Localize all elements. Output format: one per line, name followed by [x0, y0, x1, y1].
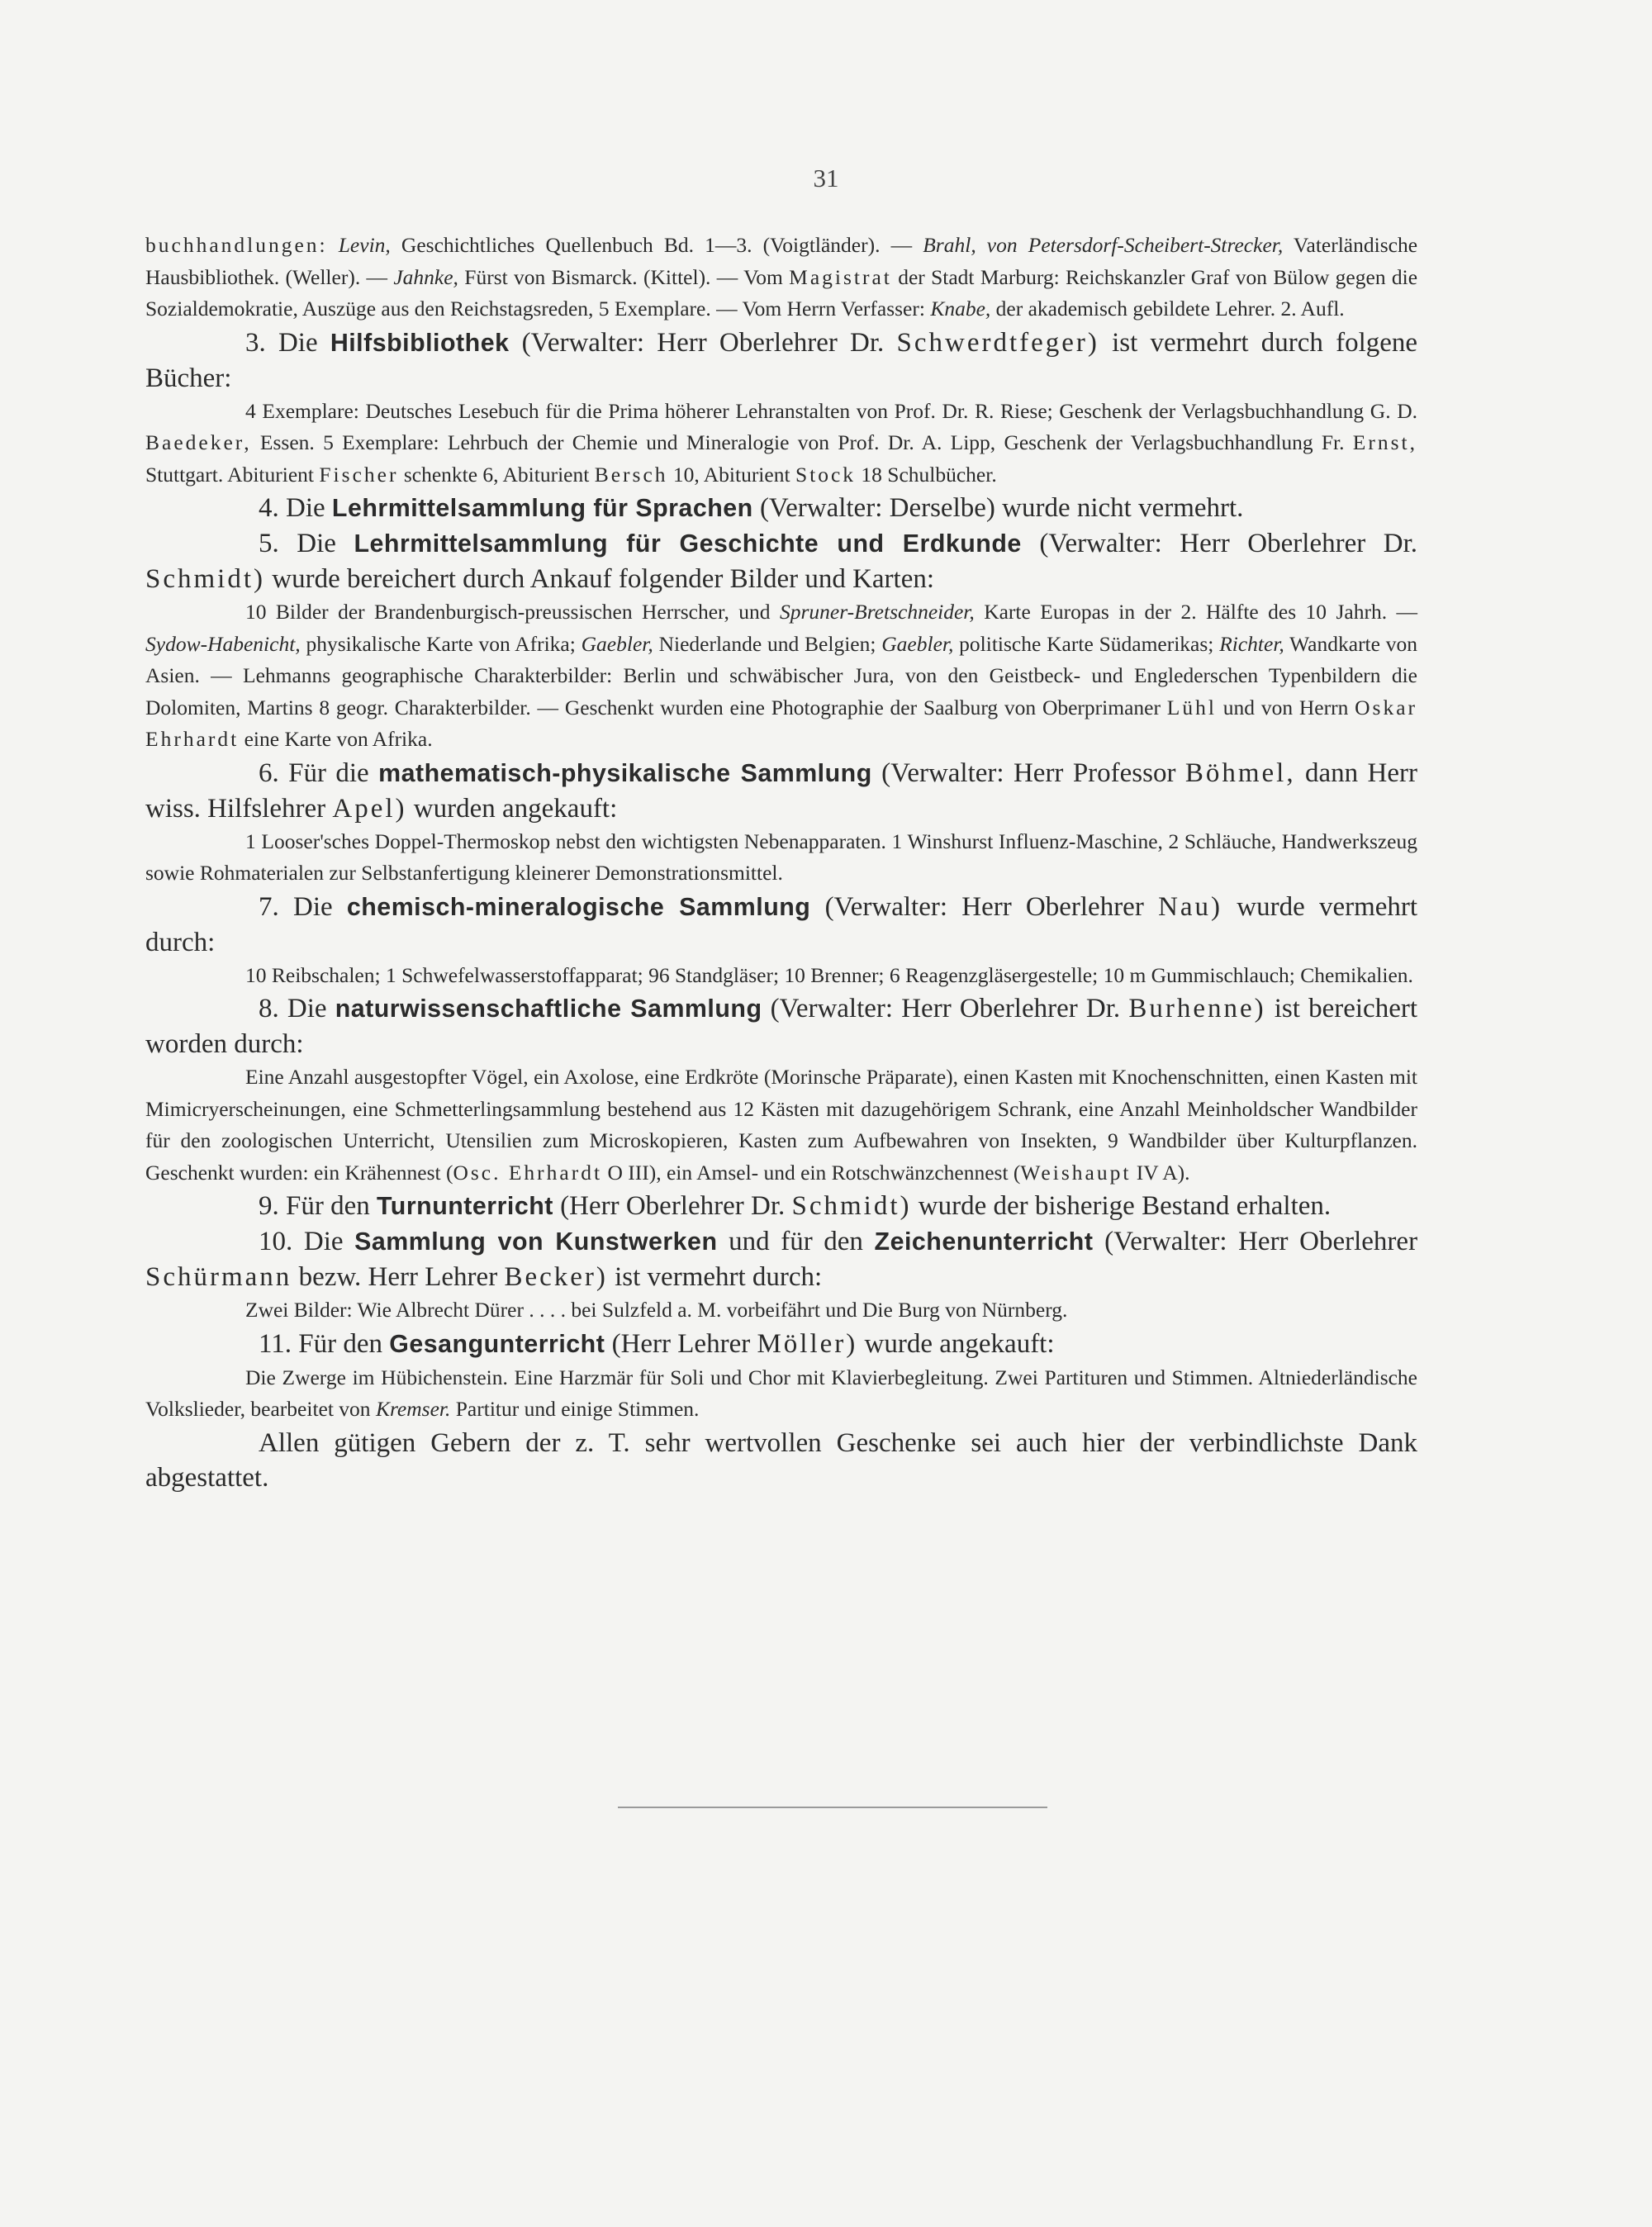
text-span: Vaterländische Hausbibliothek. (Weller). —	[145, 233, 1418, 289]
bold-heading: Sammlung von Kunstwerken	[354, 1228, 718, 1256]
page-body	[145, 230, 1417, 1495]
italic-name: Sydow-Habenicht,	[145, 631, 301, 656]
spaced-name: Bersch	[594, 462, 668, 487]
text-span: schenkte 6, Abiturient	[403, 462, 590, 487]
text-span: (Verwalter: Derselbe) wurde nicht vermehrt.	[759, 493, 1244, 523]
section-number: 10.	[259, 1227, 293, 1256]
section-8-heading	[145, 991, 1417, 1061]
text-span: wurden angekauft:	[413, 793, 618, 824]
text-span: bezw. Herr Lehrer	[298, 1262, 498, 1292]
text-span: 10, Abiturient	[672, 462, 790, 487]
text-span: (Verwalter: Herr Oberlehrer Dr.	[521, 327, 885, 358]
text-span: und von Herrn	[1222, 695, 1349, 719]
italic-name: Jahnke,	[393, 264, 458, 289]
italic-name: Richter,	[1219, 631, 1284, 656]
text-span: (Herr Oberlehrer Dr.	[560, 1191, 786, 1221]
text-span: Allen gütigen Gebern der z. T. sehr wertvollen Geschenke sei auch hier der verbindlichste Dank abgestattet.	[145, 1427, 1417, 1493]
bold-heading: Lehrmittelsammlung für Geschichte und Erdkunde	[354, 530, 1022, 558]
spaced-name: Möller)	[757, 1328, 858, 1359]
closing-paragraph	[145, 1426, 1417, 1495]
section-6-heading	[145, 756, 1417, 826]
section-number: 9.	[259, 1191, 279, 1221]
section-number: 3.	[245, 327, 266, 358]
section-4-heading	[145, 491, 1417, 526]
section-number: 6.	[259, 757, 279, 788]
spaced-name: Nau)	[1158, 891, 1223, 922]
spaced-name: Fischer	[319, 462, 399, 487]
text-span: Für den	[286, 1191, 370, 1221]
text-span: Zwei Bilder: Wie Albrecht Dürer . . . . bei Sulzfeld a. M. vorbeifährt und Die Burg von Nürnberg.	[245, 1298, 1068, 1322]
spaced-name: Burhenne)	[1128, 994, 1266, 1023]
text-span: 10 Bilder der Brandenburgisch-preussischen Herrscher, und	[245, 600, 771, 624]
bold-heading: naturwissenschaftliche Sammlung	[335, 995, 762, 1023]
italic-name: Brahl, von Petersdorf-Scheibert-Strecker,	[923, 233, 1284, 257]
text-span: 10 Reibschalen; 1 Schwefelwasserstoffapparat; 96 Standgläser; 10 Brenner; 6 Reagenzgläsergestelle; 10 m Gummischlauch; Chemikalien.	[245, 962, 1413, 987]
spaced-name: Schmidt)	[791, 1191, 912, 1221]
text-span: Die	[286, 493, 325, 523]
text-span: wurde vermehrt durch:	[145, 891, 1418, 957]
spaced-name: Baedeker,	[145, 430, 252, 454]
section-10-heading	[145, 1224, 1417, 1294]
text-span: (Verwalter: Herr Oberlehrer	[1104, 1227, 1418, 1256]
text-span: politische Karte Südamerikas;	[959, 631, 1214, 656]
spaced-name: Apel)	[332, 793, 407, 824]
text-span: Die	[287, 994, 327, 1023]
text-span: Fürst von Bismarck. (Kittel). — Vom	[464, 264, 783, 289]
section-3-heading	[145, 325, 1417, 396]
text-span: 18 Schulbücher.	[861, 462, 997, 487]
page-number: 31	[813, 164, 839, 192]
spaced-name: Oskar Ehrhardt	[145, 695, 1418, 751]
text-span: der Stadt Marburg: Reichskanzler Graf von Bülow gegen die Sozialdemokratie, Auszüge aus den Reichstagsreden, 5 Exemplare. — Vom Herrn Verfasser:	[145, 264, 1418, 321]
text-span: ist vermehrt durch:	[615, 1262, 823, 1292]
section-7-body	[145, 960, 1417, 992]
text-span: (Verwalter: Herr Professor	[881, 757, 1176, 788]
spaced-name: Ernst,	[1352, 430, 1417, 454]
text-span: (Verwalter: Herr Oberlehrer Dr.	[770, 994, 1121, 1023]
text-span: Wandkarte von Asien. — Lehmanns geographische Charakterbilder: Berlin und schwäbischer Jura, von den Geistbeck- und Englederschen Typenbildern die Dolomiten, Martins 8 geogr. Charakterbilder. — Geschenkt wurden eine Photographie der Saalburg von Oberprimaner	[145, 631, 1418, 719]
italic-name: Levin,	[338, 233, 391, 257]
italic-name: Spruner-Bretschneider,	[779, 600, 975, 624]
end-rule	[618, 1807, 1047, 1808]
text-span: eine Karte von Afrika.	[244, 727, 433, 751]
spaced-name: Weishaupt	[1020, 1160, 1132, 1185]
text-span: (Verwalter: Herr Oberlehrer	[824, 891, 1144, 922]
text-span: wurde der bisherige Bestand erhalten.	[918, 1191, 1332, 1221]
spaced-name: Magistrat	[789, 264, 892, 289]
text-span: Für den	[298, 1328, 383, 1359]
text-span: Die	[297, 529, 336, 558]
text-span: und für den	[729, 1227, 863, 1256]
paragraph-continuation	[145, 230, 1417, 325]
section-6-body	[145, 826, 1417, 890]
text-span: Essen. 5 Exemplare: Lehrbuch der Chemie und Mineralogie von Prof. Dr. A. Lipp, Geschenk der Verlagsbuchhandlung Fr.	[259, 430, 1345, 454]
section-number: 11.	[259, 1328, 292, 1359]
text-span: Eine Anzahl ausgestopfter Vögel, ein Axolose, eine Erdkröte (Morinsche Präparate), einen Kasten mit Knochenschnitten, einen Kasten mit Mimicryerscheinungen, eine Schmetterlingsammlung bestehend aus 12 Kästen mit dazugehörigem Schrank, eine Anzahl Meinholdscher Wandbilder für den zoologischen Unterricht, Utensilien zum Microskopieren, Kasten zum Aufbewahren von Insekten, 9 Wandbilder über Kulturpflanzen. Geschenkt wurden: ein Krähennest (	[145, 1065, 1417, 1185]
section-10-body	[145, 1294, 1417, 1327]
text-span: wurde bereichert durch Ankauf folgender Bilder und Karten:	[272, 564, 935, 594]
spaced-name: Schürmann	[145, 1262, 292, 1292]
section-5-heading	[145, 526, 1417, 596]
text-span: Die Zwerge im Hübichenstein. Eine Harzmär für Soli und Chor mit Klavierbegleitung. Zwei Partituren und Stimmen. Altniederländische Volkslieder, bearbeitet von	[145, 1365, 1417, 1421]
italic-name: Kremser.	[375, 1397, 451, 1421]
section-8-body	[145, 1061, 1417, 1189]
text-span: wurde angekauft:	[864, 1328, 1055, 1359]
section-3-body	[145, 396, 1417, 491]
bold-heading: chemisch-mineralogische Sammlung	[346, 893, 811, 921]
text-span: 4 Exemplare: Deutsches Lesebuch für die Prima höherer Lehranstalten von Prof. Dr. R. Riese; Geschenk der Verlagsbuchhandlung G. D.	[245, 398, 1417, 423]
spaced-name: Schmidt)	[145, 564, 265, 594]
text-span: Für die	[288, 757, 369, 788]
spaced-name: Lühl	[1166, 695, 1217, 719]
section-7-heading	[145, 890, 1417, 960]
text-span: (Verwalter: Herr Oberlehrer Dr.	[1039, 529, 1418, 558]
text-span: Karte Europas in der 2. Hälfte des 10 Jahrh. —	[984, 600, 1417, 624]
italic-name: Knabe,	[930, 297, 991, 321]
spaced-name: Böhmel,	[1184, 757, 1296, 788]
section-11-body	[145, 1362, 1417, 1426]
text-span: buchhandlungen:	[145, 233, 328, 257]
section-number: 7.	[259, 891, 279, 922]
text-span: ist bereichert worden durch:	[145, 994, 1418, 1059]
text-span: Stuttgart. Abiturient	[145, 462, 314, 487]
section-5-body	[145, 596, 1417, 756]
text-span: Die	[278, 327, 318, 358]
spaced-name: Stock	[795, 462, 857, 487]
text-span: Geschichtliches Quellenbuch Bd. 1—3. (Voigtländer). —	[401, 233, 913, 257]
spaced-name: Becker)	[504, 1262, 608, 1292]
bold-heading: Gesangunterricht	[389, 1330, 605, 1358]
text-span: der akademisch gebildete Lehrer. 2. Aufl.	[995, 297, 1345, 321]
section-number: 4.	[259, 493, 279, 523]
text-span: Die	[303, 1227, 344, 1256]
bold-heading: Turnunterricht	[377, 1193, 553, 1220]
text-span: O III), ein Amsel- und ein Rotschwänzchennest (	[607, 1160, 1021, 1185]
italic-name: Gaebler,	[581, 631, 653, 656]
text-span: IV A).	[1136, 1160, 1190, 1185]
bold-heading: Zeichenunterricht	[874, 1228, 1094, 1256]
text-span: 1 Looser'sches Doppel-Thermoskop nebst den wichtigsten Nebenapparaten. 1 Winshurst Influenz-Maschine, 2 Schläuche, Handwerkszeug sowie Rohmaterialen zur Selbstanfertigung kleinerer Demonstrationsmittel.	[145, 829, 1417, 885]
text-span: (Herr Lehrer	[611, 1328, 751, 1359]
bold-heading: Hilfsbibliothek	[330, 329, 510, 357]
bold-heading: mathematisch-physikalische Sammlung	[378, 759, 872, 787]
text-span: Partitur und einige Stimmen.	[455, 1397, 700, 1421]
text-span: physikalische Karte von Afrika;	[306, 631, 576, 656]
section-number: 8.	[259, 994, 279, 1023]
text-span: Die	[292, 891, 333, 922]
bold-heading: Lehrmittelsammlung für Sprachen	[331, 495, 753, 522]
text-span: dann Herr wiss. Hilfslehrer	[145, 757, 1417, 824]
text-span: Niederlande und Belgien;	[658, 631, 876, 656]
section-9-heading	[145, 1189, 1417, 1224]
spaced-name: Osc. Ehrhardt	[453, 1160, 603, 1185]
spaced-name: Schwerdtfeger)	[896, 327, 1099, 358]
section-11-heading	[145, 1327, 1417, 1362]
italic-name: Gaebler,	[881, 631, 954, 656]
text-span: ist vermehrt durch folgene Bücher:	[145, 327, 1418, 393]
section-number: 5.	[259, 529, 279, 558]
